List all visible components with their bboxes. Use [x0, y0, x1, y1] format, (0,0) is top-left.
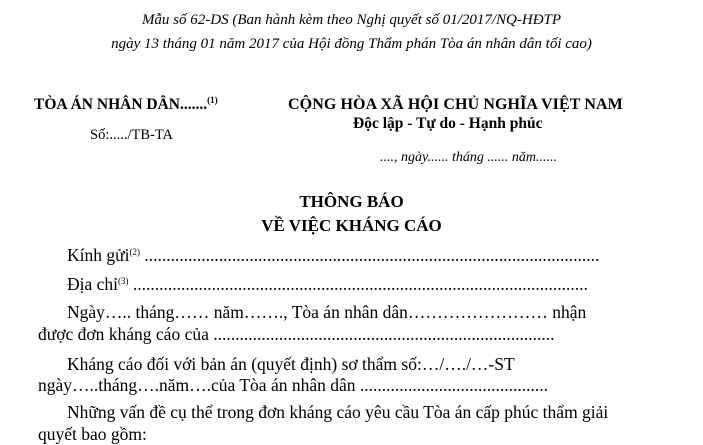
judgment-paragraph-line-1: Kháng cáo đối với bản án (quyết định) sơ thẩm số:…/…./…-ST	[67, 354, 515, 374]
judgment-paragraph-line-2: ngày…..tháng….năm….của Tòa án nhân dân ...........................................	[38, 375, 549, 395]
form-reference-line-2: ngày 13 tháng 01 năm 2017 của Hội đồng Thẩm phán Tòa án nhân dân tối cao)	[111, 36, 592, 52]
court-name-text: TÒA ÁN NHÂN DÂN.......	[34, 96, 208, 113]
issues-paragraph-line-2: quyết bao gồm:	[38, 424, 147, 444]
form-reference-line-1: Mẫu số 62-DS (Ban hành kèm theo Nghị quyết số 01/2017/NQ-HĐTP	[141, 12, 562, 28]
court-name	[34, 96, 218, 114]
court-footnote-marker: (1)	[207, 95, 218, 105]
recipient-dots: ........................................................................................................	[139, 245, 600, 265]
address-footnote-marker: (3)	[118, 276, 129, 286]
recipient-label: Kính gửi	[67, 245, 130, 265]
document-number: Số:...../TB-TA	[90, 127, 174, 143]
document-title: THÔNG BÁO	[299, 192, 404, 211]
document-subtitle: VỀ VIỆC KHÁNG CÁO	[261, 216, 442, 235]
national-motto: Độc lập - Tự do - Hạnh phúc	[353, 115, 543, 132]
date-line: ...., ngày...... tháng ...... năm......	[380, 150, 557, 165]
receipt-paragraph-line-2: được đơn kháng cáo của ..............................................................................	[38, 324, 555, 344]
receipt-paragraph-line-1: Ngày….. tháng…… năm……., Tòa án nhân dân…………………… nhận	[67, 302, 587, 322]
address-dots: ........................................................................................................	[128, 274, 588, 294]
issues-paragraph-line-1: Những vấn đề cụ thể trong đơn kháng cáo yêu cầu Tòa án cấp phúc thẩm giải	[67, 402, 609, 422]
recipient-footnote-marker: (2)	[129, 247, 140, 257]
address-line	[67, 274, 588, 295]
address-label: Địa chỉ	[67, 274, 119, 294]
national-title: CỘNG HÒA XÃ HỘI CHỦ NGHĨA VIỆT NAM	[288, 96, 623, 113]
recipient-line	[67, 245, 599, 266]
